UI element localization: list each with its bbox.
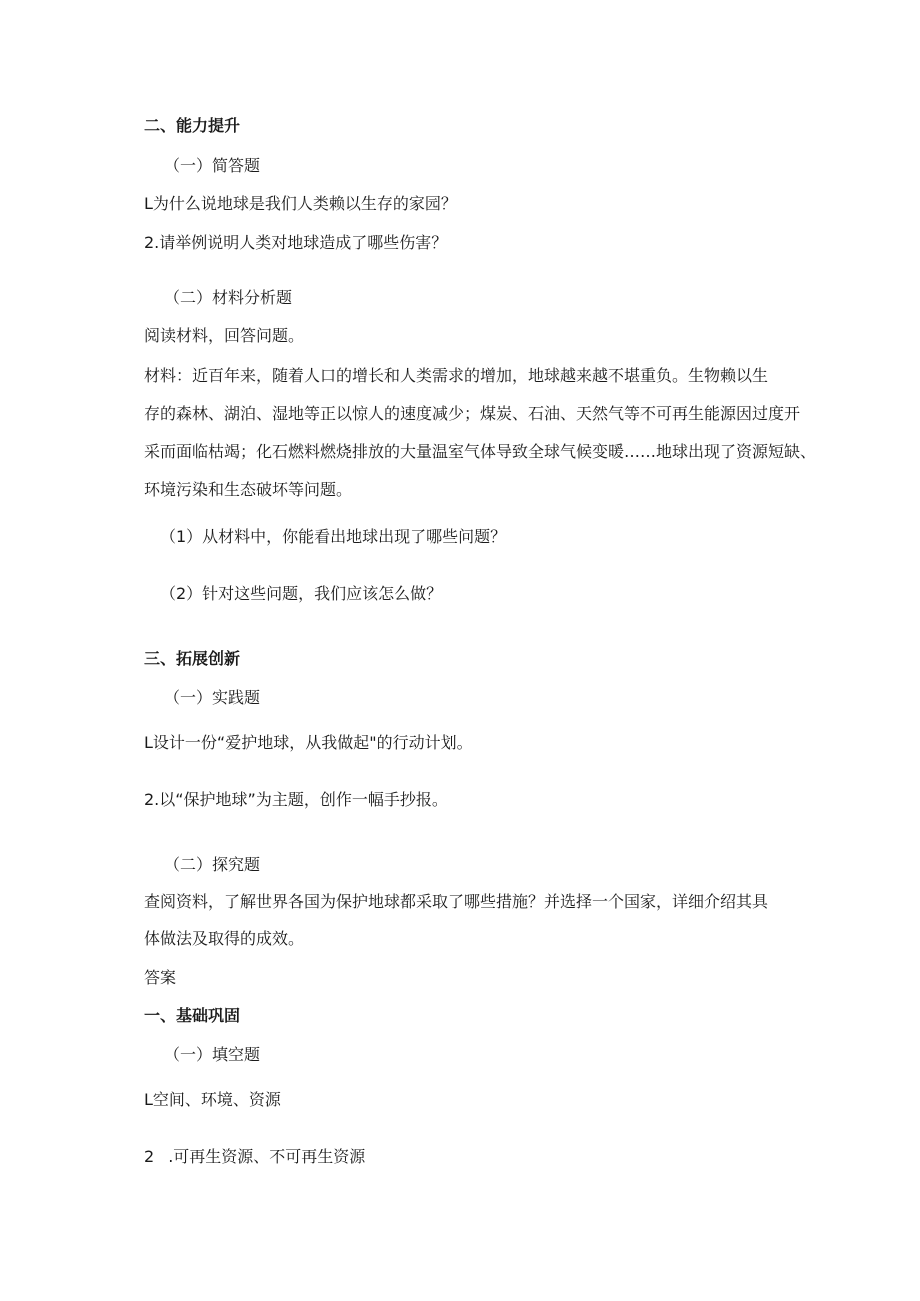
material-line-2: 存的森林、湖泊、湿地等正以惊人的速度减少；煤炭、石油、天然气等不可再生能源因过度开 xyxy=(144,404,801,423)
material-q2: （2）针对这些问题，我们应该怎么做？ xyxy=(160,584,443,603)
practice-label: （一）实践题 xyxy=(164,688,261,707)
answer-2 xyxy=(144,1147,365,1167)
material-line-3: 采而面临枯竭；化石燃料燃烧排放的大量温室气体导致全球气候变暖……地球出现了资源短缺、 xyxy=(144,442,817,461)
section3-heading: 三、拓展创新 xyxy=(144,649,241,668)
practice-q1: L设计一份“爱护地球，从我做起"的行动计划。 xyxy=(144,733,473,752)
answers-title: 答案 xyxy=(144,968,177,987)
answers-section1-heading: 一、基础巩固 xyxy=(144,1006,241,1025)
section2-heading: 二、能力提升 xyxy=(144,116,241,135)
inquiry-line-1: 查阅资料，了解世界各国为保护地球都采取了哪些措施？并选择一个国家，详细介绍其具 xyxy=(144,892,769,911)
answer-1: L空间、环境、资源 xyxy=(144,1090,281,1109)
inquiry-line-2: 体做法及取得的成效。 xyxy=(144,929,305,948)
material-line-1: 材料：近百年来，随着人口的增长和人类需求的增加，地球越来越不堪重负。生物赖以生 xyxy=(144,366,769,385)
answer-2-text: .可再生资源、不可再生资源 xyxy=(168,1147,366,1166)
material-instruction: 阅读材料，回答问题。 xyxy=(144,326,305,345)
practice-q2: 2.以“保护地球”为主题，创作一幅手抄报。 xyxy=(144,790,448,809)
short-answer-q2: 2.请举例说明人类对地球造成了哪些伤害？ xyxy=(144,233,448,252)
short-answer-q1: L为什么说地球是我们人类赖以生存的家园？ xyxy=(144,194,457,213)
fill-blank-label: （一）填空题 xyxy=(164,1045,261,1064)
material-analysis-label: （二）材料分析题 xyxy=(164,288,293,307)
inquiry-label: （二）探究题 xyxy=(164,855,261,874)
material-line-4: 环境污染和生态破坏等问题。 xyxy=(144,480,353,499)
material-q1: （1）从材料中，你能看出地球出现了哪些问题？ xyxy=(160,527,507,546)
short-answer-label: （一）简答题 xyxy=(164,156,261,175)
answer-2-number: 2 xyxy=(144,1147,155,1166)
